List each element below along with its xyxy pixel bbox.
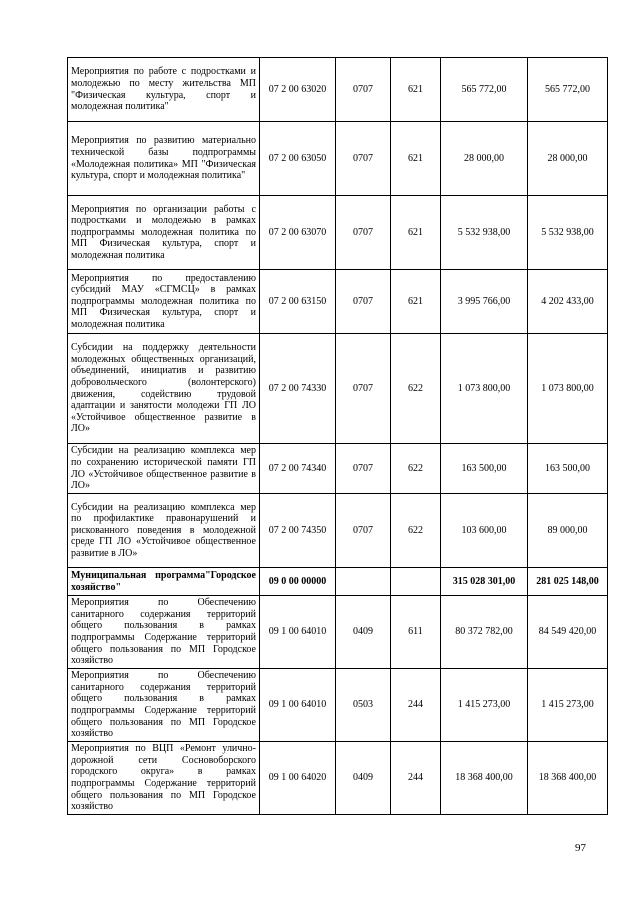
table-row	[68, 742, 608, 815]
amount-cell-2: 28 000,00	[528, 122, 608, 196]
section-code-cell: 0707	[336, 196, 391, 270]
amount-cell-1: 3 995 766,00	[441, 270, 528, 334]
table-row	[68, 334, 608, 444]
expense-name-cell: Субсидии на реализацию комплекса мер по сохранению исторической памяти ГП ЛО «Устойчивое общественное развитие в ЛО»	[68, 444, 260, 494]
table-row	[68, 596, 608, 669]
expense-name-cell: Мероприятия по работе с подростками и молодежью по месту жительства МП "Физическая культура, спорт и молодежная политика"	[68, 58, 260, 122]
table-row	[68, 122, 608, 196]
expense-type-code-cell: 622	[391, 334, 441, 444]
amount-cell-2: 4 202 433,00	[528, 270, 608, 334]
table-row	[68, 58, 608, 122]
section-code-cell: 0409	[336, 742, 391, 815]
amount-cell-2: 163 500,00	[528, 444, 608, 494]
expense-name-cell: Мероприятия по развитию материально технической базы подпрограммы «Молодежная политика» МП "Физическая культура, спорт и молодежная политика"	[68, 122, 260, 196]
expense-name-cell: Мероприятия по ВЦП «Ремонт улично-дорожной сети Сосновоборского городского округа» в рамках подпрограммы Содержание территорий общего пользования по МП Городское хозяйство	[68, 742, 260, 815]
expense-type-code-cell: 244	[391, 742, 441, 815]
table-row	[68, 568, 608, 596]
amount-cell-2: 5 532 938,00	[528, 196, 608, 270]
amount-cell-2: 1 073 800,00	[528, 334, 608, 444]
budget-table	[67, 57, 608, 815]
target-article-code-cell: 09 1 00 64010	[260, 669, 336, 742]
target-article-code-cell: 07 2 00 63050	[260, 122, 336, 196]
amount-cell-1: 315 028 301,00	[441, 568, 528, 596]
section-code-cell	[336, 568, 391, 596]
expense-type-code-cell	[391, 568, 441, 596]
expense-type-code-cell: 621	[391, 196, 441, 270]
expense-type-code-cell: 621	[391, 122, 441, 196]
budget-table-body	[68, 58, 608, 815]
section-code-cell: 0707	[336, 494, 391, 568]
table-row	[68, 196, 608, 270]
table-row	[68, 270, 608, 334]
section-code-cell: 0707	[336, 58, 391, 122]
section-code-cell: 0503	[336, 669, 391, 742]
amount-cell-1: 565 772,00	[441, 58, 528, 122]
expense-type-code-cell: 611	[391, 596, 441, 669]
table-row	[68, 494, 608, 568]
expense-type-code-cell: 621	[391, 270, 441, 334]
table-row	[68, 669, 608, 742]
target-article-code-cell: 07 2 00 74350	[260, 494, 336, 568]
amount-cell-1: 103 600,00	[441, 494, 528, 568]
target-article-code-cell: 07 2 00 74330	[260, 334, 336, 444]
amount-cell-2: 1 415 273,00	[528, 669, 608, 742]
expense-name-cell: Муниципальная программа"Городское хозяйство"	[68, 568, 260, 596]
table-row	[68, 444, 608, 494]
section-code-cell: 0409	[336, 596, 391, 669]
target-article-code-cell: 07 2 00 63150	[260, 270, 336, 334]
section-code-cell: 0707	[336, 270, 391, 334]
expense-name-cell: Мероприятия по Обеспечению санитарного содержания территорий общего пользования в рамках подпрограммы Содержание территорий общего пользования по МП Городское хозяйство	[68, 669, 260, 742]
expense-name-cell: Мероприятия по Обеспечению санитарного содержания территорий общего пользования в рамках подпрограммы Содержание территорий общего пользования по МП Городское хозяйство	[68, 596, 260, 669]
amount-cell-2: 89 000,00	[528, 494, 608, 568]
target-article-code-cell: 07 2 00 63020	[260, 58, 336, 122]
section-code-cell: 0707	[336, 334, 391, 444]
target-article-code-cell: 07 2 00 63070	[260, 196, 336, 270]
section-code-cell: 0707	[336, 122, 391, 196]
amount-cell-1: 163 500,00	[441, 444, 528, 494]
expense-type-code-cell: 244	[391, 669, 441, 742]
target-article-code-cell: 09 1 00 64010	[260, 596, 336, 669]
expense-name-cell: Субсидии на реализацию комплекса мер по профилактике правонарушений и рискованного поведения в молодежной среде ГП ЛО «Устойчивое общественное развитие в ЛО»	[68, 494, 260, 568]
target-article-code-cell: 09 1 00 64020	[260, 742, 336, 815]
target-article-code-cell: 09 0 00 00000	[260, 568, 336, 596]
amount-cell-1: 18 368 400,00	[441, 742, 528, 815]
expense-name-cell: Мероприятия по организации работы с подростками и молодежью в рамках подпрограммы молодежная политика по МП Физическая культура, спорт и молодежная политика	[68, 196, 260, 270]
expense-type-code-cell: 621	[391, 58, 441, 122]
expense-type-code-cell: 622	[391, 444, 441, 494]
section-code-cell: 0707	[336, 444, 391, 494]
amount-cell-1: 1 073 800,00	[441, 334, 528, 444]
amount-cell-1: 28 000,00	[441, 122, 528, 196]
expense-name-cell: Мероприятия по предоставлению субсидий МАУ «СГМСЦ» в рамках подпрограммы молодежная политика по МП Физическая культура, спорт и молодежная политика	[68, 270, 260, 334]
amount-cell-1: 80 372 782,00	[441, 596, 528, 669]
page-number: 97	[575, 842, 586, 854]
amount-cell-1: 5 532 938,00	[441, 196, 528, 270]
amount-cell-2: 18 368 400,00	[528, 742, 608, 815]
amount-cell-2: 281 025 148,00	[528, 568, 608, 596]
amount-cell-2: 84 549 420,00	[528, 596, 608, 669]
expense-name-cell: Субсидии на поддержку деятельности молодежных общественных организаций, объединений, инициатив и развитию добровольческого (волонтерского) движения, содействию трудовой адаптации и занятости молодежи ГП ЛО «Устойчивое общественное развитие в ЛО»	[68, 334, 260, 444]
expense-type-code-cell: 622	[391, 494, 441, 568]
target-article-code-cell: 07 2 00 74340	[260, 444, 336, 494]
amount-cell-2: 565 772,00	[528, 58, 608, 122]
amount-cell-1: 1 415 273,00	[441, 669, 528, 742]
